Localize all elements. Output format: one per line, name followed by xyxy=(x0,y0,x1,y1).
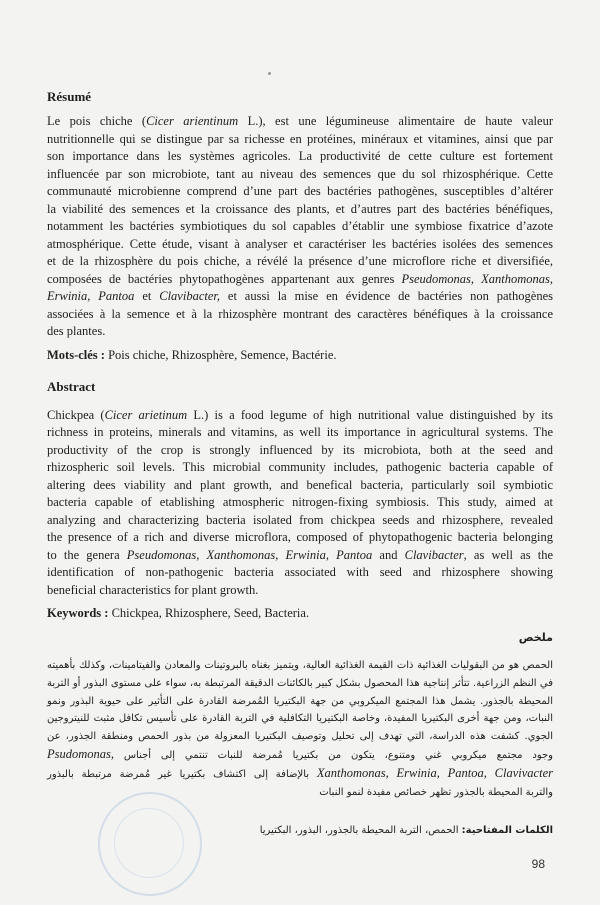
text-segment: notamment les bactéries symbiotiques du sol capables d’établir une symbiose fixatrice d’azote xyxy=(47,219,553,233)
resume-paragraph xyxy=(47,113,553,341)
text-line xyxy=(47,166,553,184)
arabic-keywords-label: الكلمات المفتاحية: xyxy=(461,825,553,837)
text-line xyxy=(47,529,553,547)
abstract-heading: Abstract xyxy=(47,378,96,394)
text-line xyxy=(47,236,553,254)
text-line xyxy=(47,494,553,512)
text-segment: des plantes. xyxy=(47,324,106,338)
text-line xyxy=(47,512,553,530)
text-segment: L.) is a food legume of high nutritional value distinguished by its xyxy=(187,407,553,422)
text-line xyxy=(47,582,553,600)
text-segment: atmosphérique. Cette étude, visant à analyser et caractériser les bactéries isolées des semences xyxy=(47,236,553,251)
text-segment: bacteria capable of etablishing atmospheric nitrogen-fixing symbiosis. This study, aimed at xyxy=(47,495,553,509)
italic-text: Pseudomonas xyxy=(126,547,197,562)
italic-text: Pantoa xyxy=(336,547,373,562)
text-line xyxy=(47,131,553,149)
italic-text: Psudomonas, xyxy=(47,746,115,761)
resume-keywords xyxy=(47,347,553,364)
abstract-keywords-label: Keywords : xyxy=(47,606,109,620)
text-line xyxy=(47,784,553,802)
text-line xyxy=(47,442,553,460)
abstract-keywords-text: Chickpea, Rhizosphere, Seed, Bacteria. xyxy=(108,606,310,620)
italic-text: Pseudomonas, Xanthomonas, xyxy=(401,271,553,286)
text-line xyxy=(47,547,553,565)
text-segment: nutritionnelle qui se distingue par sa richesse en protéines, minéraux et vitamines, ainsi que par xyxy=(47,131,553,146)
text-segment: L.), est une légumineuse alimentaire de haute valeur xyxy=(238,114,553,128)
text-segment: composées de bactéries phytopathogènes appartenant aux genres xyxy=(47,271,402,286)
italic-text: Xanthomonas xyxy=(206,547,276,562)
text-segment: et aussi la mise en évidence de bactéries non pathogènes xyxy=(220,289,553,303)
text-line xyxy=(47,271,553,289)
abstract-keywords xyxy=(47,605,553,622)
italic-text: Cicer arietinum xyxy=(104,407,188,422)
resume-keywords-label: Mots-clés : xyxy=(47,347,105,362)
text-segment: , xyxy=(275,547,286,562)
text-line xyxy=(47,148,553,166)
text-line xyxy=(47,323,553,341)
text-segment: altering dees viability and plant growth, and benefical bacteria, particularly soil symbiotic xyxy=(47,477,553,492)
text-segment: , xyxy=(196,547,207,562)
text-line xyxy=(47,765,553,784)
text-line xyxy=(47,564,553,582)
text-segment: analyzing and characterizing bacteria isolated from chickpea seeds and rhizosphere, revealed xyxy=(47,512,553,527)
text-line xyxy=(47,746,553,765)
text-segment: the presence of a rich and diverse microflora, composed of phytopathogenic bacteria belonging xyxy=(47,530,553,544)
text-line xyxy=(47,288,553,306)
text-line xyxy=(47,424,553,442)
text-segment: في النظم الزراعية. تتأثر إنتاجية هذا المحصول بشكل كبير بالكائنات الدقيقة المرتبطة به، سواء على مستوى البذور أو التربة xyxy=(47,677,553,689)
text-segment: et de la rhizosphère du pois chiche, a révélé la présence d’une microflore riche et diversifiée, xyxy=(47,254,553,268)
arabic-heading: ملخص xyxy=(518,631,553,644)
text-line xyxy=(47,477,553,495)
text-segment: النبات، ومن جهة أخرى البكتيريا المفيدة، وخاصة البكتيريا التكافلية في التربة القادرة على تأسيس تكافل مثبت للنيتروجين xyxy=(47,713,553,725)
text-segment: وجود مجتمع ميكروبي غني ومتنوع، يتكون من بكتيريا مُمرضة للنبات تنتمي إلى أجناس xyxy=(114,749,553,761)
text-segment: والتربة المحيطة بالجذور تظهر خصائص مفيدة لنمو النبات xyxy=(319,786,553,798)
text-segment: influencée par son microbiote, tant au niveau des semences que du sol rhizosphérique. Cette xyxy=(47,166,553,181)
italic-text: Erwinia xyxy=(285,547,326,562)
text-segment: المحيطة بالجذور. يشمل هذا المجتمع الميكروبي من جهة البكتيريا المُمرضة القادرة على التأثير على حيوية البذور ونمو xyxy=(47,695,553,707)
italic-text: Cicer arientinum xyxy=(146,114,239,128)
text-segment: الحمص هو من البقوليات الغذائية ذات القيمة الغذائية العالية، ويتميز بغناه بالبروتينات والمعادن والفيتامينات، وكذلك بأهميته xyxy=(47,660,553,671)
text-segment: Chickpea ( xyxy=(47,407,105,422)
text-segment: بالإضافة إلى اكتشاف بكتيريا غير مُمرضة مرتبطة بالبذور xyxy=(47,768,317,780)
text-line xyxy=(47,113,553,131)
text-line xyxy=(47,218,553,236)
text-segment: to the genera xyxy=(47,547,127,562)
text-line xyxy=(47,407,553,425)
text-segment: productivity of the crop is strongly influenced by its microbiota, both at the seed and xyxy=(47,442,553,457)
italic-text: Clavibacter, xyxy=(159,289,220,303)
text-segment: communauté microbienne comprend d’une part des bactéries pathogènes, susceptibles d’altérer xyxy=(47,184,553,198)
text-segment: identification of non-pathogenic bacteria associated with seed and rhizosphere showing xyxy=(47,565,553,579)
text-line xyxy=(47,693,553,711)
arabic-keywords-text: الحمص، التربة المحيطة بالجذور، البذور، البكتيريا xyxy=(259,825,462,837)
text-segment: beneficial characteristics for plant growth. xyxy=(47,582,259,597)
arabic-keywords xyxy=(47,823,553,839)
text-segment: son importance dans les systèmes agricoles. La productivité de cette culture est fortement xyxy=(47,149,553,163)
text-line xyxy=(47,459,553,477)
text-line xyxy=(47,710,553,728)
resume-heading: Résumé xyxy=(47,89,92,104)
text-line xyxy=(47,728,553,746)
text-line xyxy=(47,675,553,693)
text-segment: la viabilité des semences et la croissance des plants, et d’autres part des bactéries bénéfiques, xyxy=(47,201,553,216)
italic-text: Clavibacter xyxy=(404,547,464,562)
text-segment: richness in proteins, minerals and vitamins, as well its importance in agricultural systems. The xyxy=(47,425,553,439)
italic-text: Xanthomonas, Erwinia, Pantoa, Clavivacter xyxy=(316,765,553,780)
resume-keywords-text: Pois chiche, Rhizosphère, Semence, Bactérie. xyxy=(104,347,337,362)
arabic-paragraph xyxy=(47,657,553,801)
text-line xyxy=(47,657,553,675)
text-segment: rhizospheric soil levels. This microbial community includes, pathogenic bacteria capable of xyxy=(47,460,553,474)
text-segment: et xyxy=(134,289,160,303)
text-line xyxy=(47,183,553,201)
abstract-paragraph xyxy=(47,407,553,600)
text-segment: Le pois chiche ( xyxy=(47,114,147,128)
text-line xyxy=(47,253,553,271)
text-segment: الجوي. كشفت هذه الدراسة، التي تهدف إلى تحليل وتوصيف البكتيريا المعزولة من بذور الحمص ومنطقة الجذور، عن xyxy=(47,731,553,743)
text-line xyxy=(47,306,553,324)
text-segment: , as well as the xyxy=(463,547,553,562)
page-number: 98 xyxy=(531,857,545,872)
italic-text: Erwinia, Pantoa xyxy=(47,289,135,303)
text-segment: associées à la semence et à la rhizosphère montrant des caractères bénéfiques à la croissance xyxy=(47,306,553,321)
text-segment: and xyxy=(372,547,405,562)
text-line xyxy=(47,201,553,219)
text-segment: , xyxy=(325,547,337,562)
